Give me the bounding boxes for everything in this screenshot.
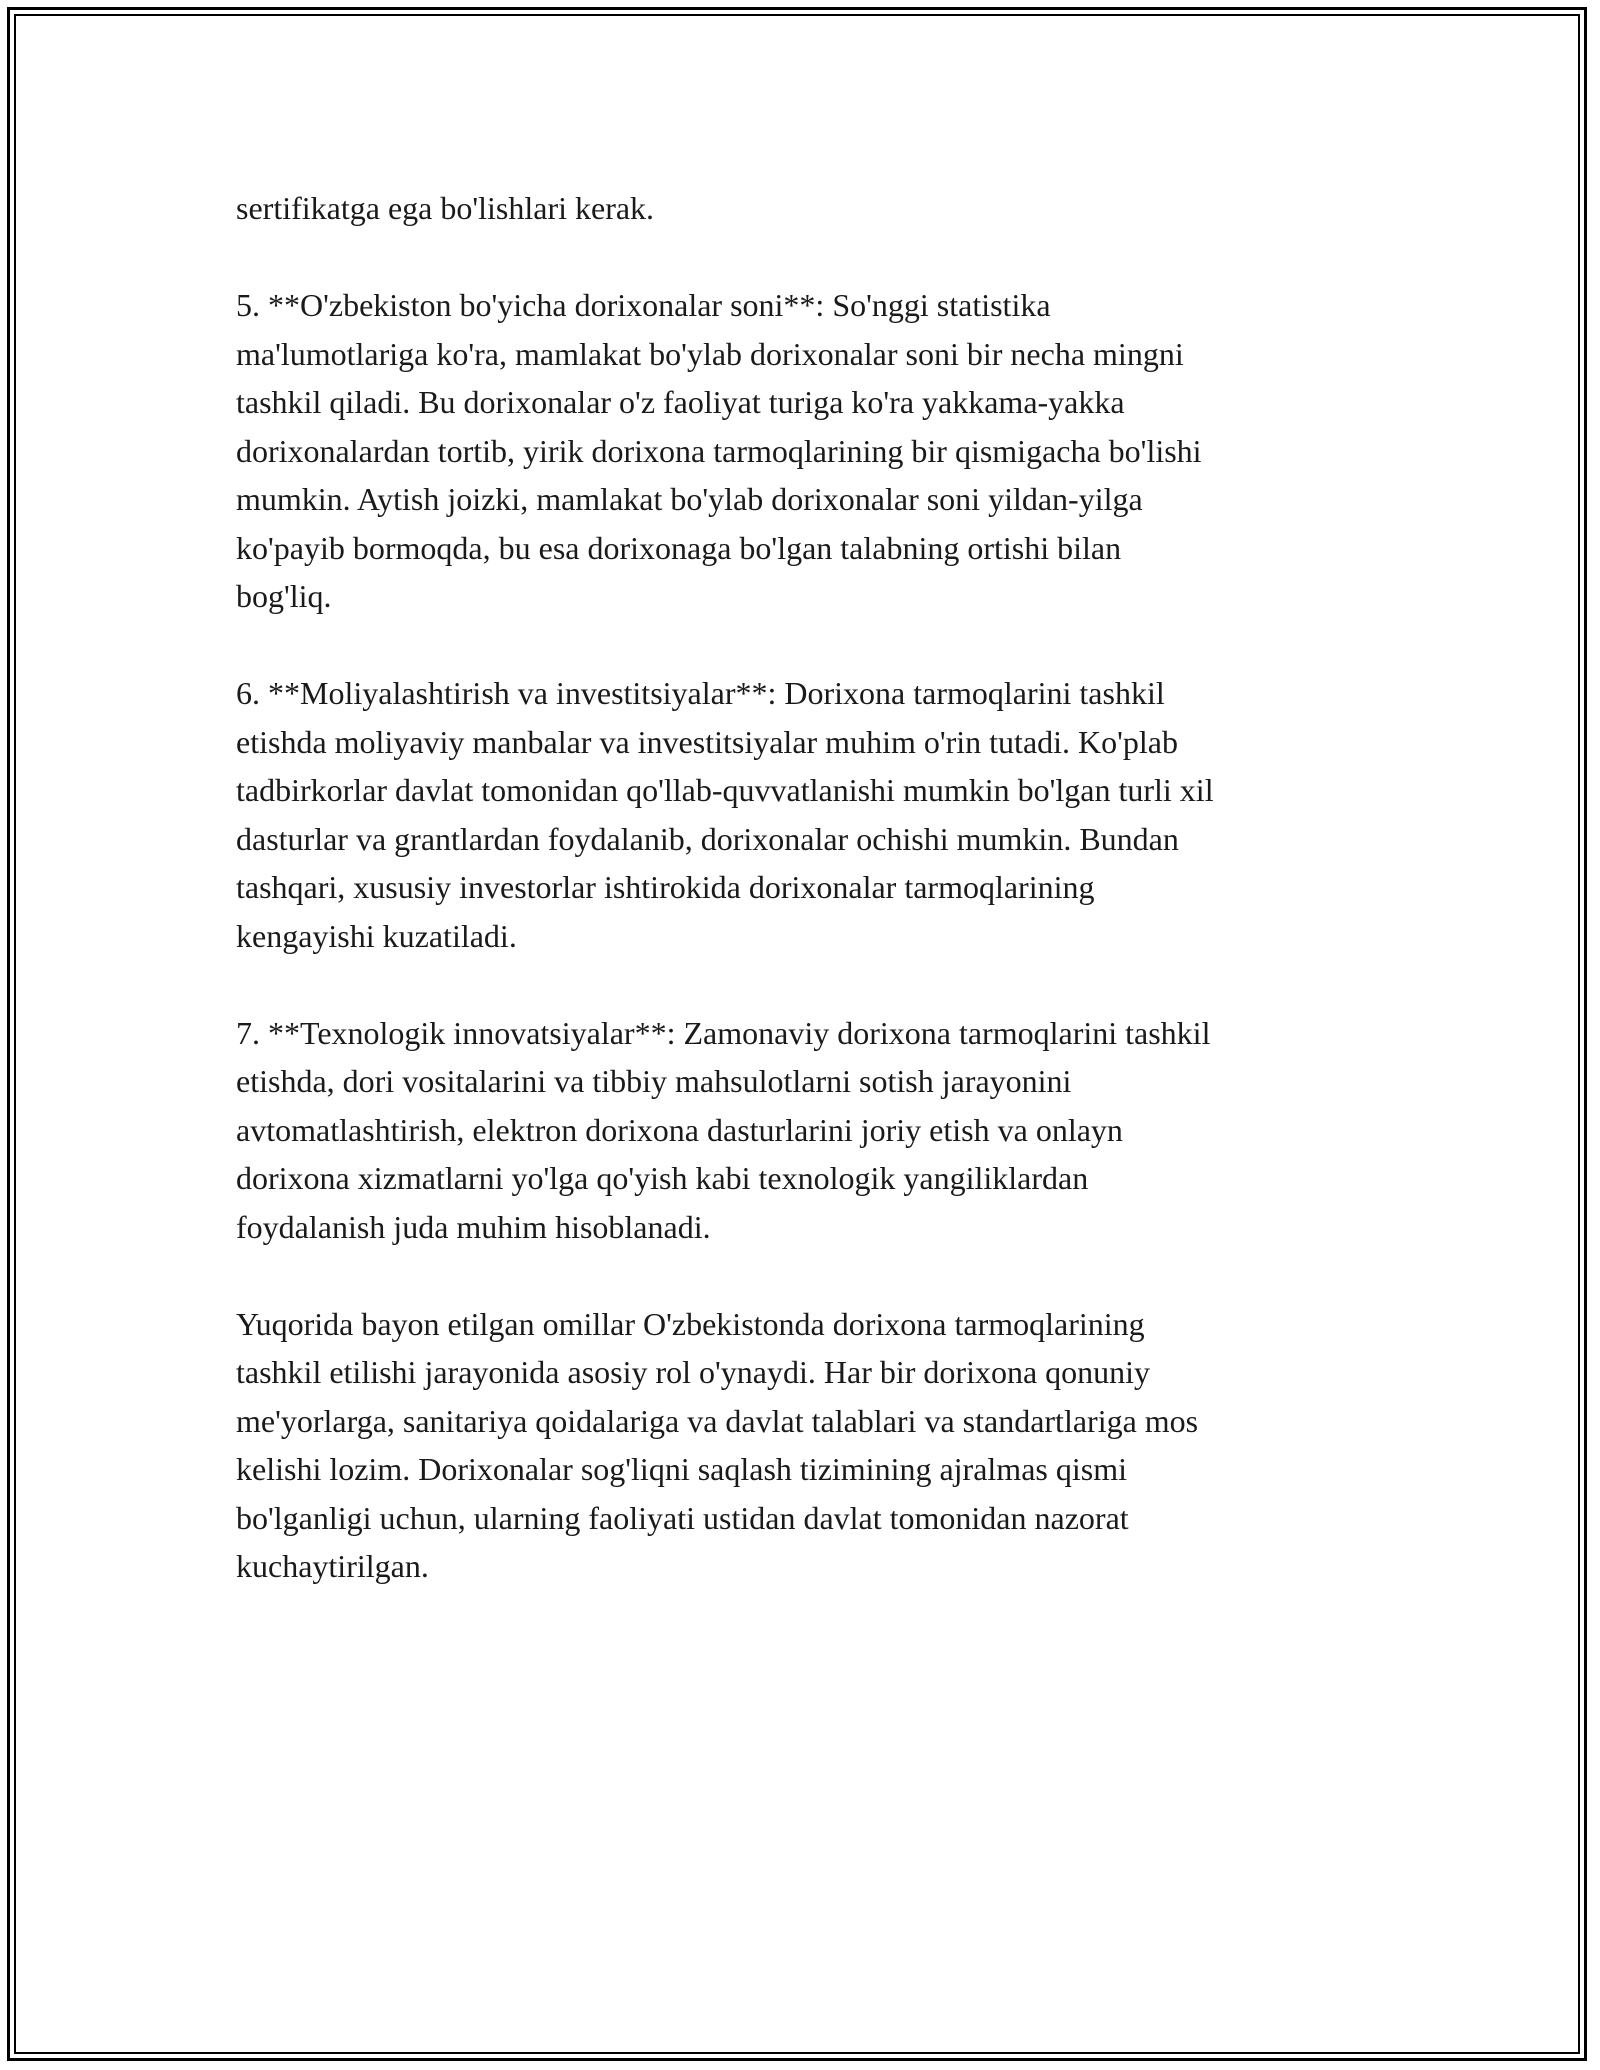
- paragraph-spacer: [236, 1251, 1366, 1300]
- paragraph-certificate-continuation: sertifikatga ega bo'lishlari kerak.: [236, 190, 655, 226]
- paragraph-spacer: [236, 960, 1366, 1009]
- paragraph-spacer: [236, 621, 1366, 670]
- paragraph-item-7-technology: 7. **Texnologik innovatsiyalar**: Zamonaviy dorixona tarmoqlarini tashkil etishda, dori vositalarini va tibbiy mahsulotlarni sotish jarayonini avtomatlashtirish, elektron dorixona dasturlarini joriy etish va onlayn dorixona xizmatlarni yo'lga qo'yish kabi texnologik yangiliklardan foydalanish juda muhim hisoblanadi.: [236, 1014, 1211, 1245]
- paragraph-conclusion: Yuqorida bayon etilgan omillar O'zbekistonda dorixona tarmoqlarining tashkil etilishi jarayonida asosiy rol o'ynaydi. Har bir dorixona qonuniy me'yorlarga, sanitariya qoidalariga va davlat talablari va standartlariga mos kelishi lozim. Dorixonalar sog'liqni saqlash tizimining ajralmas qismi bo'lganligi uchun, ularning faoliyati ustidan davlat tomonidan nazorat kuchaytirilgan.: [236, 1305, 1199, 1584]
- paragraph-item-5-pharmacy-count: 5. **O'zbekiston bo'yicha dorixonalar soni**: So'nggi statistika ma'lumotlariga ko'ra, mamlakat bo'ylab dorixonalar soni bir necha mingni tashkil qiladi. Bu dorixonalar o'z faoliyat turiga ko'ra yakkama-yakka dorixonalardan tortib, yirik dorixona tarmoqlarining bir qismigacha bo'lishi mumkin. Aytish joizki, mamlakat bo'ylab dorixonalar soni yildan-yilga ko'payib bormoqda, bu esa dorixonaga bo'lgan talabning ortishi bilan bog'liq.: [236, 287, 1202, 614]
- paragraph-spacer: [236, 233, 1366, 282]
- document-body: [236, 184, 1366, 1591]
- paragraph-item-6-financing: 6. **Moliyalashtirish va investitsiyalar**: Dorixona tarmoqlarini tashkil etishda moliyaviy manbalar va investitsiyalar muhim o'rin tutadi. Ko'plab tadbirkorlar davlat tomonidan qo'llab-quvvatlanishi mumkin bo'lgan turli xil dasturlar va grantlardan foydalanib, dorixonalar ochishi mumkin. Bundan tashqari, xususiy investorlar ishtirokida dorixonalar tarmoqlarining kengayishi kuzatiladi.: [236, 675, 1214, 954]
